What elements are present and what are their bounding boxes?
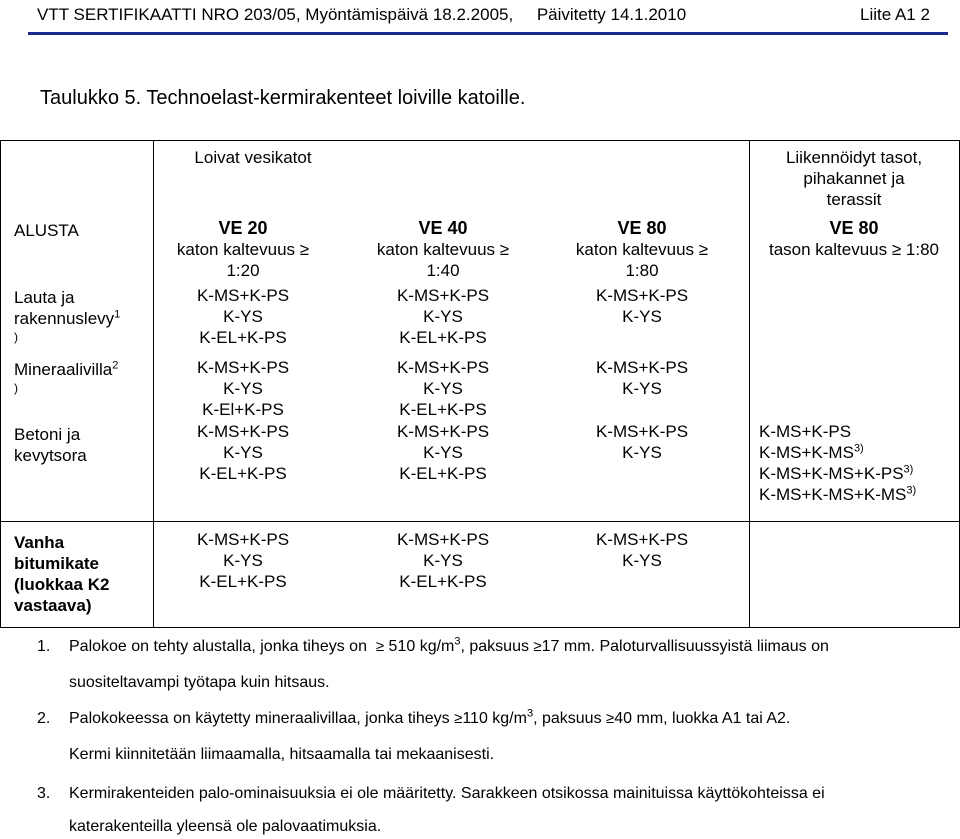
table-caption: Taulukko 5. Technoelast-kermirakenteet loiville katoille. <box>40 87 526 109</box>
footnote-1-line2: suositeltavampi työtapa kuin hitsaus. <box>69 674 330 691</box>
cell-wood-ve80: K-MS+K-PS K-YS <box>595 286 689 326</box>
row-label-concrete: Betoni ja kevytsora <box>14 425 87 465</box>
cell-mineral-ve80: K-MS+K-PS K-YS <box>595 358 689 398</box>
footnote-3-line2: katerakenteilla yleensä ole palovaatimuksia. <box>69 818 382 835</box>
footnote-2: 2. Palokokeessa on käytetty mineraalivillaa, jonka tiheys ≥110 $kg/m^3$, paksuus ≥40 mm, luokka A1 tai A2. <box>37 707 791 727</box>
group-loose-roofs: Loivat vesikatot <box>194 148 312 167</box>
column-header-ve20: VE 20 katon kaltevuus ≥ 1:20 <box>176 218 310 280</box>
row-label-old-bitumen: Vanha bitumikate (luokkaa K2 vastaava) <box>14 533 110 615</box>
header-divider <box>28 32 948 35</box>
column-header-ve80: VE 80 katon kaltevuus ≥ 1:80 <box>575 218 709 280</box>
alusta-header: ALUSTA <box>14 221 79 240</box>
cell-bitumen-ve40: K-MS+K-PS K-YS K-EL+K-PS <box>396 530 490 591</box>
certificate-title: VTT SERTIFIKAATTI NRO 203/05, Myöntämispäivä 18.2.2005, <box>37 5 514 24</box>
cell-wood-ve40: K-MS+K-PS K-YS K-EL+K-PS <box>396 286 490 347</box>
document-header <box>37 5 686 25</box>
footnote-2-line2: Kermi kiinnitetään liimaamalla, hitsaamalla tai mekaanisesti. <box>69 746 495 763</box>
cell-concrete-ve40: K-MS+K-PS K-YS K-EL+K-PS <box>396 422 490 483</box>
row-label-mineral-wool: Mineraalivilla$^2$ ) <box>14 359 119 395</box>
column-header-ve40: VE 40 katon kaltevuus ≥ 1:40 <box>376 218 510 280</box>
cell-mineral-ve40: K-MS+K-PS K-YS K-EL+K-PS <box>396 358 490 419</box>
cell-bitumen-ve20: K-MS+K-PS K-YS K-EL+K-PS <box>196 530 290 591</box>
cell-concrete-ve80-traffic: K-MS+K-PS $K-MS+K-MS^{3)}$ $K-MS+K-MS+K-PS^{3)}$ $K-MS+K-MS+K-MS^{3)}$ <box>759 422 917 504</box>
cell-concrete-ve80: K-MS+K-PS K-YS <box>595 422 689 462</box>
footnote-3: 3. Kermirakenteiden palo-ominaisuuksia ei ole määritetty. Sarakkeen otsikossa mainituissa käyttökohteissa ei <box>37 785 825 802</box>
appendix-label: Liite A1 2 <box>860 5 930 24</box>
cell-concrete-ve20: K-MS+K-PS K-YS K-EL+K-PS <box>196 422 290 483</box>
updated-date: Päivitetty 14.1.2010 <box>536 5 687 24</box>
cell-wood-ve20: K-MS+K-PS K-YS K-EL+K-PS <box>196 286 290 347</box>
row-label-wood-board: Lauta ja rakennuslevy$^1$ ) <box>14 288 121 344</box>
cell-bitumen-ve80: K-MS+K-PS K-YS <box>595 530 689 570</box>
group-traffic-decks: Liikennöidyt tasot, pihakannet ja terassit <box>785 148 923 209</box>
cell-mineral-ve20: K-MS+K-PS K-YS K-El+K-PS <box>196 358 290 419</box>
column-header-ve80-traffic: VE 80 tason kaltevuus ≥ 1:80 <box>769 218 939 259</box>
footnote-1: 1. Palokoe on tehty alustalla, jonka tiheys on ≥ 510 $kg/m^3$, paksuus ≥17 mm. Paloturvallisuussyistä liimaus on <box>37 635 829 655</box>
